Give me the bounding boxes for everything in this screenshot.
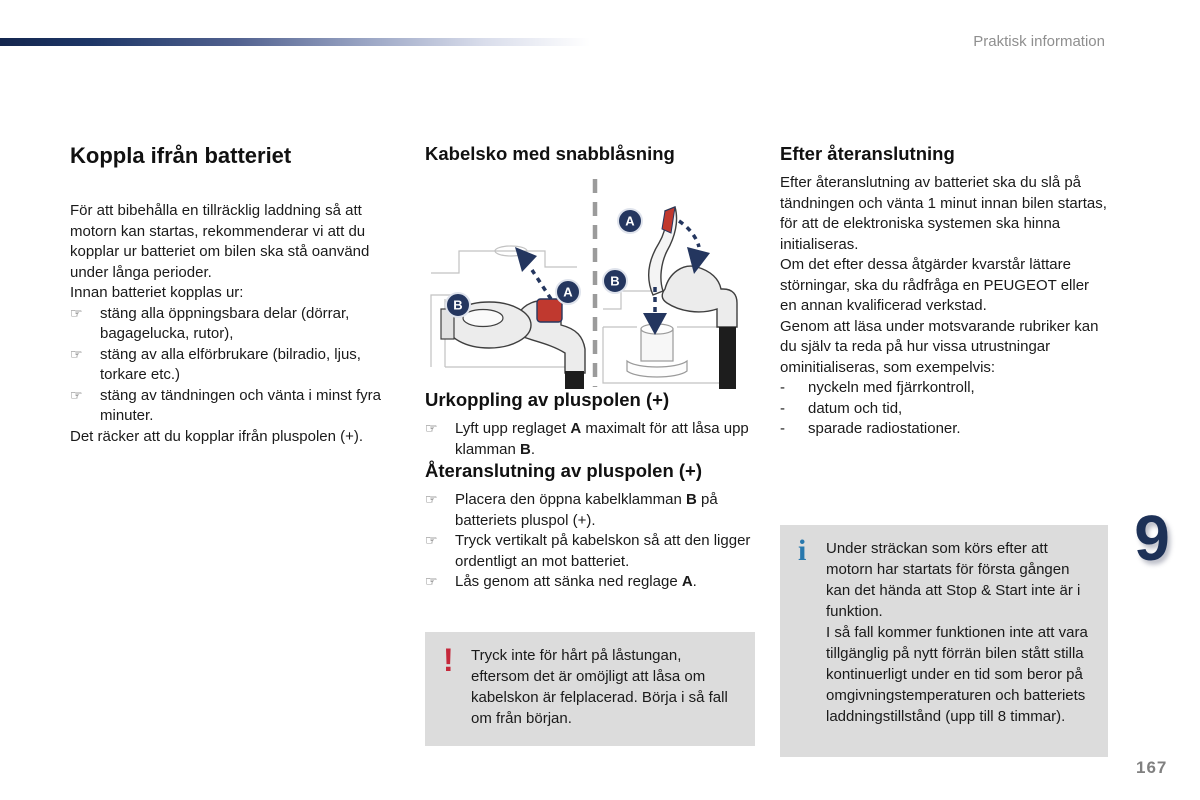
- list-item-text: nyckeln med fjärrkontroll,: [808, 379, 975, 396]
- list-item-text: stäng av alla elförbrukare (bilradio, ljus, torkare etc.): [100, 345, 361, 383]
- warning-text: Tryck inte för hårt på låstungan, eftersom det är omöjligt att låsa om kabelskon är felplacerad. Börja i så fall om från början.: [471, 647, 728, 727]
- red-lock-lever-closed: [537, 299, 562, 322]
- info-paragraph: Under sträckan som körs efter att motorn har startats för första gången kan det hända att Stop & Start inte är i funktion.: [826, 540, 1081, 620]
- dash-bullet: -: [780, 379, 785, 396]
- list-item: [780, 399, 1108, 420]
- page-title: Koppla ifrån batteriet: [70, 143, 292, 168]
- list-item-text: stäng alla öppningsbara delar (dörrar, bagagelucka, rutor),: [100, 304, 350, 342]
- list-item: [425, 572, 755, 593]
- subsection-title-reconnect: Återanslutning av pluspolen (+): [425, 460, 703, 481]
- section-quick-release-terminal: [425, 143, 755, 593]
- list-item-text: Lyft upp reglaget A maximalt för att låsa upp klamman B.: [455, 420, 749, 458]
- figure-label-b-right: [603, 269, 627, 293]
- figure-label-a-right: [618, 209, 642, 233]
- list-item: [780, 419, 1108, 440]
- info-box: [780, 525, 1108, 757]
- hand-bullet-icon: ☞: [425, 421, 438, 437]
- paragraph: Om det efter dessa åtgärder kvarstår lättare störningar, ska du rådfråga en PEUGEOT eller en annan kvalificerad verkstad.: [780, 256, 1090, 314]
- figure-label-a-left: [556, 280, 580, 304]
- list-item: [70, 304, 400, 345]
- list-item: [70, 345, 400, 386]
- intro-paragraph-2: Innan batteriet kopplas ur:: [70, 284, 244, 301]
- list-item: [70, 386, 400, 427]
- subsection-title: Efter återanslutning: [780, 143, 955, 164]
- intro-paragraph: För att bibehålla en tillräcklig laddning så att motorn kan startas, rekommenderar vi att du kopplar ur batteriet om bilen ska stå oanvänd under långa perioder.: [70, 202, 370, 281]
- section-after-reconnection: [780, 143, 1108, 440]
- section-disconnect-battery: [70, 143, 400, 447]
- list-item: [425, 419, 755, 460]
- clamp-open: [649, 207, 737, 389]
- paragraph: Genom att läsa under motsvarande rubriker kan du själv ta reda på hur vissa utrustningar ominitialiseras, som exempelvis:: [780, 317, 1099, 376]
- dash-bullet: -: [780, 420, 785, 437]
- list-item-text: sparade radiostationer.: [808, 420, 961, 437]
- info-paragraph: I så fall kommer funktionen inte att vara tillgänglig på nytt förrän bilen stått stilla kontinuerligt under en tid som beror på omgivningstemperaturen och batteriets laddningstillstånd (upp till 8 timmar).: [826, 624, 1088, 725]
- chapter-number-tab: 9: [1134, 502, 1170, 574]
- warning-icon: !: [443, 642, 454, 678]
- battery-clamp-illustration: [425, 177, 755, 389]
- hand-bullet-icon: ☞: [70, 346, 83, 363]
- list-item: [780, 378, 1108, 399]
- running-header: Praktisk information: [973, 33, 1105, 50]
- battery-clamp-figure: [425, 177, 755, 389]
- list-item-text: Tryck vertikalt på kabelskon så att den ligger ordentligt an mot batteriet.: [455, 532, 751, 570]
- outro-paragraph: Det räcker att du kopplar ifrån pluspolen (+).: [70, 427, 364, 445]
- list-item-text: Placera den öppna kabelklamman B på batteriets pluspol (+).: [455, 491, 718, 529]
- page-number: 167: [1136, 758, 1168, 777]
- hand-bullet-icon: ☞: [425, 574, 438, 590]
- hand-bullet-icon: ☞: [425, 492, 438, 508]
- svg-text:B: B: [610, 273, 620, 289]
- svg-text:B: B: [453, 297, 463, 313]
- svg-text:A: A: [625, 213, 635, 229]
- list-item-text: stäng av tändningen och vänta i minst fyra minuter.: [100, 386, 382, 424]
- close-arrow-curved: [679, 221, 710, 274]
- cable-black-right: [719, 327, 736, 389]
- list-item-text: Lås genom att sänka ned reglage A.: [455, 573, 697, 590]
- list-item: [425, 490, 755, 531]
- header-gradient-bar: [0, 38, 590, 46]
- info-icon: i: [798, 534, 807, 567]
- paragraph: Efter återanslutning av batteriet ska du slå på tändningen och vänta 1 minut innan bilen startas, för att de elektroniska systemen ska hinna initialiseras.: [780, 174, 1107, 253]
- subsection-title: Kabelsko med snabblåsning: [425, 143, 675, 164]
- hand-bullet-icon: ☞: [425, 533, 438, 549]
- svg-text:A: A: [563, 284, 573, 300]
- battery-terminal-post: [627, 324, 687, 377]
- warning-box: [425, 632, 755, 746]
- subsection-title-disconnect: Urkoppling av pluspolen (+): [425, 389, 670, 410]
- info-text: [826, 538, 1092, 727]
- dash-bullet: -: [780, 399, 785, 417]
- cable-black-left: [565, 371, 584, 389]
- list-item: [425, 531, 755, 572]
- hand-bullet-icon: ☞: [70, 387, 83, 404]
- figure-label-b-left: [446, 293, 470, 317]
- list-item-text: datum och tid,: [808, 399, 903, 417]
- hand-bullet-icon: ☞: [70, 305, 83, 322]
